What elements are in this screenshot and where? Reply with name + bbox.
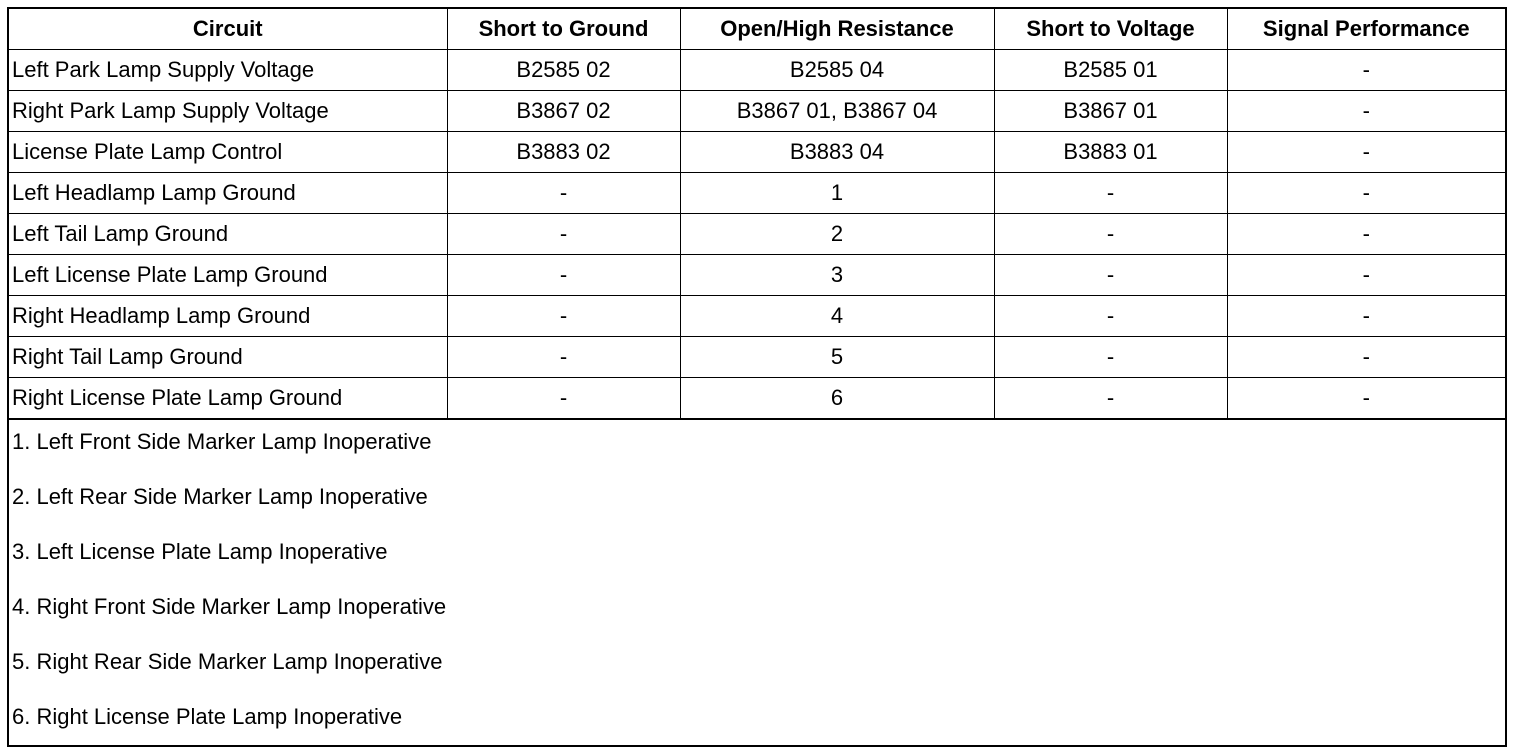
cell-circuit: Left License Plate Lamp Ground <box>9 254 447 295</box>
footnote: 1. Left Front Side Marker Lamp Inoperative <box>12 428 432 454</box>
table-row <box>9 90 1505 131</box>
header-signal-performance: Signal Performance <box>1227 9 1505 49</box>
cell-short-to-voltage: - <box>994 172 1227 213</box>
table-row <box>9 336 1505 377</box>
cell-open-high-resistance: 4 <box>680 295 994 336</box>
dtc-circuit-table <box>7 7 1507 747</box>
footnote: 4. Right Front Side Marker Lamp Inoperative <box>12 593 447 619</box>
cell-short-to-ground: - <box>447 295 680 336</box>
header-row <box>9 9 1505 49</box>
cell-signal-performance: - <box>1227 295 1505 336</box>
cell-circuit: Left Park Lamp Supply Voltage <box>9 49 447 90</box>
cell-open-high-resistance: 1 <box>680 172 994 213</box>
cell-circuit: Right Tail Lamp Ground <box>9 336 447 377</box>
cell-short-to-voltage: B3867 01 <box>994 90 1227 131</box>
table-row <box>9 213 1505 254</box>
cell-short-to-voltage: B3883 01 <box>994 131 1227 172</box>
cell-circuit: Left Tail Lamp Ground <box>9 213 447 254</box>
cell-open-high-resistance: 5 <box>680 336 994 377</box>
cell-open-high-resistance: B2585 04 <box>680 49 994 90</box>
cell-signal-performance: - <box>1227 49 1505 90</box>
footnotes <box>9 419 1505 748</box>
cell-short-to-voltage: - <box>994 336 1227 377</box>
cell-circuit: License Plate Lamp Control <box>9 131 447 172</box>
table-row <box>9 49 1505 90</box>
table-row <box>9 295 1505 336</box>
header-open-high-resistance: Open/High Resistance <box>680 9 994 49</box>
cell-signal-performance: - <box>1227 172 1505 213</box>
cell-open-high-resistance: B3867 01, B3867 04 <box>680 90 994 131</box>
header-short-to-ground: Short to Ground <box>447 9 680 49</box>
cell-circuit: Right License Plate Lamp Ground <box>9 377 447 418</box>
cell-short-to-voltage: - <box>994 295 1227 336</box>
footnote: 5. Right Rear Side Marker Lamp Inoperative <box>12 648 443 674</box>
cell-signal-performance: - <box>1227 336 1505 377</box>
header-short-to-voltage: Short to Voltage <box>994 9 1227 49</box>
footnote: 3. Left License Plate Lamp Inoperative <box>12 538 388 564</box>
cell-signal-performance: - <box>1227 377 1505 418</box>
cell-short-to-ground: B2585 02 <box>447 49 680 90</box>
footnote: 2. Left Rear Side Marker Lamp Inoperative <box>12 483 428 509</box>
cell-short-to-voltage: B2585 01 <box>994 49 1227 90</box>
footnote: 6. Right License Plate Lamp Inoperative <box>12 703 403 729</box>
table-row <box>9 131 1505 172</box>
circuit-table <box>9 9 1505 419</box>
cell-open-high-resistance: 6 <box>680 377 994 418</box>
cell-open-high-resistance: 3 <box>680 254 994 295</box>
cell-signal-performance: - <box>1227 90 1505 131</box>
cell-short-to-ground: - <box>447 377 680 418</box>
cell-open-high-resistance: B3883 04 <box>680 131 994 172</box>
cell-signal-performance: - <box>1227 131 1505 172</box>
cell-circuit: Left Headlamp Lamp Ground <box>9 172 447 213</box>
cell-short-to-ground: - <box>447 172 680 213</box>
header-circuit: Circuit <box>9 9 447 49</box>
cell-open-high-resistance: 2 <box>680 213 994 254</box>
cell-short-to-voltage: - <box>994 254 1227 295</box>
cell-short-to-voltage: - <box>994 213 1227 254</box>
table-row <box>9 254 1505 295</box>
cell-signal-performance: - <box>1227 254 1505 295</box>
cell-circuit: Right Park Lamp Supply Voltage <box>9 90 447 131</box>
table-row <box>9 172 1505 213</box>
table-row <box>9 377 1505 418</box>
cell-short-to-ground: - <box>447 213 680 254</box>
cell-short-to-ground: - <box>447 254 680 295</box>
cell-short-to-ground: - <box>447 336 680 377</box>
cell-short-to-ground: B3883 02 <box>447 131 680 172</box>
cell-short-to-ground: B3867 02 <box>447 90 680 131</box>
cell-circuit: Right Headlamp Lamp Ground <box>9 295 447 336</box>
cell-short-to-voltage: - <box>994 377 1227 418</box>
cell-signal-performance: - <box>1227 213 1505 254</box>
